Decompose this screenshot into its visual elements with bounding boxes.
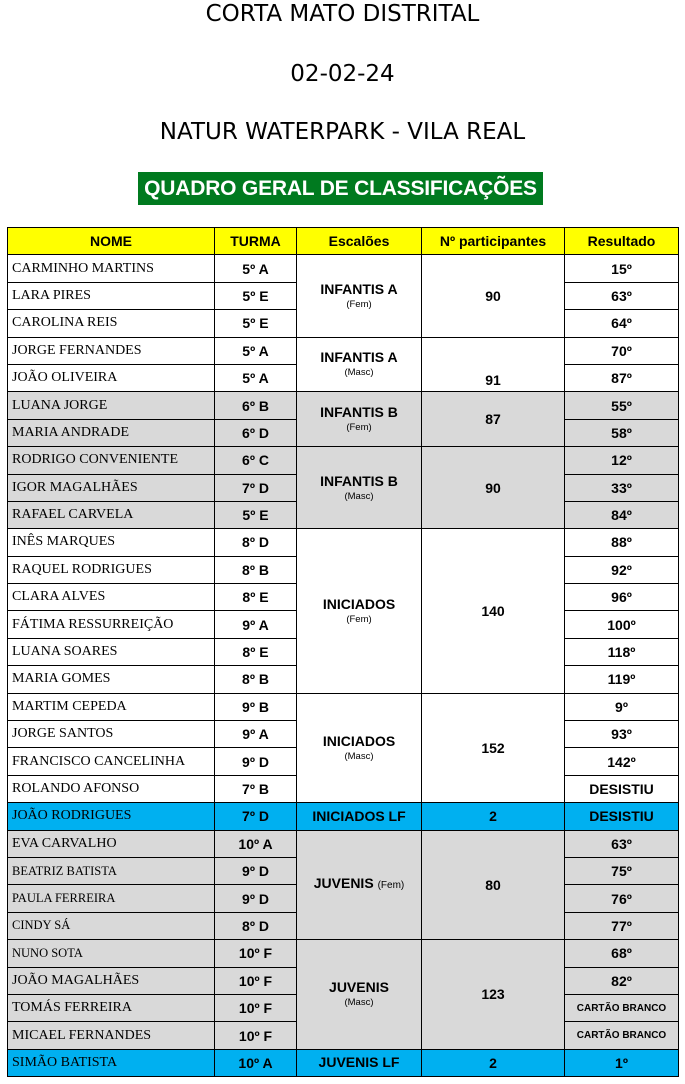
- cell-escalao: [297, 337, 422, 392]
- cell-turma: 5º A: [215, 364, 297, 391]
- cell-turma: 8º E: [215, 638, 297, 665]
- cell-participantes: 80: [422, 830, 565, 940]
- cell-turma: 8º D: [215, 912, 297, 939]
- cell-resultado: 82º: [565, 967, 679, 994]
- cell-escalao: [297, 830, 422, 940]
- cell-nome: FRANCISCO CANCELINHA: [8, 748, 215, 775]
- cell-resultado: CARTÃO BRANCO: [565, 1022, 679, 1049]
- cell-participantes: 87: [422, 392, 565, 447]
- cell-resultado: 75º: [565, 857, 679, 884]
- cell-nome: CARMINHO MARTINS: [8, 255, 215, 282]
- cell-resultado: 70º: [565, 337, 679, 364]
- cell-turma: 5º A: [215, 255, 297, 282]
- cell-nome: JORGE SANTOS: [8, 721, 215, 748]
- table-row: [8, 255, 679, 282]
- cell-resultado: 100º: [565, 611, 679, 638]
- cell-nome: JOÃO MAGALHÃES: [8, 967, 215, 994]
- classification-banner: QUADRO GERAL DE CLASSIFICAÇÕES: [138, 172, 543, 205]
- cell-resultado: 87º: [565, 364, 679, 391]
- table-row: [8, 529, 679, 556]
- cell-turma: 10º F: [215, 940, 297, 967]
- table-row: [8, 337, 679, 364]
- cell-resultado: 1º: [565, 1049, 679, 1076]
- table-row: [8, 803, 679, 830]
- cell-resultado: 92º: [565, 556, 679, 583]
- cell-turma: 6º C: [215, 447, 297, 474]
- cell-resultado: 84º: [565, 501, 679, 528]
- escalao-label: INFANTIS B: [320, 404, 398, 421]
- cell-escalao: [297, 447, 422, 529]
- escalao-label: INFANTIS A: [320, 349, 398, 366]
- cell-nome: FÁTIMA RESSURREIÇÃO: [8, 611, 215, 638]
- cell-resultado: 77º: [565, 912, 679, 939]
- cell-nome: BEATRIZ BATISTA: [8, 857, 215, 884]
- cell-turma: 6º D: [215, 419, 297, 446]
- cell-nome: JOÃO OLIVEIRA: [8, 364, 215, 391]
- cell-nome: JOÃO RODRIGUES: [8, 803, 215, 830]
- cell-escalao: [297, 529, 422, 693]
- column-header-escaloes: Escalões: [297, 228, 422, 255]
- cell-nome: NUNO SOTA: [8, 940, 215, 967]
- cell-turma: 10º F: [215, 1022, 297, 1049]
- cell-resultado: DESISTIU: [565, 803, 679, 830]
- cell-nome: INÊS MARQUES: [8, 529, 215, 556]
- cell-turma: 6º B: [215, 392, 297, 419]
- cell-participantes: 2: [422, 803, 565, 830]
- cell-nome: ROLANDO AFONSO: [8, 775, 215, 802]
- escalao-label: INICIADOS: [322, 595, 396, 612]
- escalao-label: JUVENIS LF: [318, 1054, 400, 1071]
- cell-turma: 7º B: [215, 775, 297, 802]
- cell-escalao: [297, 693, 422, 803]
- cell-turma: 7º D: [215, 474, 297, 501]
- cell-turma: 8º B: [215, 556, 297, 583]
- cell-turma: 9º A: [215, 721, 297, 748]
- cell-nome: LARA PIRES: [8, 282, 215, 309]
- cell-resultado: 55º: [565, 392, 679, 419]
- cell-turma: 5º E: [215, 310, 297, 337]
- cell-nome: RAQUEL RODRIGUES: [8, 556, 215, 583]
- cell-resultado: DESISTIU: [565, 775, 679, 802]
- cell-nome: CLARA ALVES: [8, 584, 215, 611]
- cell-escalao: [297, 392, 422, 447]
- cell-turma: 9º D: [215, 857, 297, 884]
- cell-resultado: 68º: [565, 940, 679, 967]
- cell-resultado: 64º: [565, 310, 679, 337]
- escalao-label: INICIADOS LF: [312, 807, 406, 824]
- cell-nome: CINDY SÁ: [8, 912, 215, 939]
- table-row: [8, 940, 679, 967]
- cell-escalao: [297, 940, 422, 1050]
- cell-turma: 10º A: [215, 1049, 297, 1076]
- column-header-resultado: Resultado: [565, 228, 679, 255]
- cell-nome: SIMÃO BATISTA: [8, 1049, 215, 1076]
- cell-turma: 8º D: [215, 529, 297, 556]
- cell-nome: EVA CARVALHO: [8, 830, 215, 857]
- cell-nome: MARIA ANDRADE: [8, 419, 215, 446]
- escalao-sublabel: (Fem): [377, 880, 405, 892]
- escalao-label: INICIADOS: [322, 732, 396, 749]
- cell-nome: RODRIGO CONVENIENTE: [8, 447, 215, 474]
- cell-turma: 7º D: [215, 803, 297, 830]
- cell-resultado: 63º: [565, 830, 679, 857]
- column-header-nome: NOME: [8, 228, 215, 255]
- table-row: [8, 830, 679, 857]
- cell-turma: 5º E: [215, 282, 297, 309]
- cell-turma: 9º D: [215, 748, 297, 775]
- cell-participantes: 152: [422, 693, 565, 803]
- cell-participantes: 140: [422, 529, 565, 693]
- column-header-turma: TURMA: [215, 228, 297, 255]
- cell-turma: 9º D: [215, 885, 297, 912]
- cell-resultado: 33º: [565, 474, 679, 501]
- cell-resultado: 58º: [565, 419, 679, 446]
- cell-escalao: [297, 803, 422, 830]
- cell-resultado: 142º: [565, 748, 679, 775]
- cell-nome: PAULA FERREIRA: [8, 885, 215, 912]
- cell-resultado: 9º: [565, 693, 679, 720]
- cell-turma: 5º E: [215, 501, 297, 528]
- cell-participantes: 2: [422, 1049, 565, 1076]
- cell-turma: 10º F: [215, 994, 297, 1021]
- cell-nome: MARIA GOMES: [8, 666, 215, 693]
- escalao-label: JUVENIS: [313, 875, 374, 892]
- cell-turma: 8º B: [215, 666, 297, 693]
- escalao-label: INFANTIS B: [320, 472, 398, 489]
- cell-participantes: 91: [422, 337, 565, 392]
- table-body: [8, 255, 679, 1077]
- cell-turma: 10º A: [215, 830, 297, 857]
- table-row: [8, 1049, 679, 1076]
- event-venue: NATUR WATERPARK - VILA REAL: [159, 119, 526, 145]
- cell-turma: 9º B: [215, 693, 297, 720]
- event-date: 02-02-24: [290, 61, 395, 87]
- cell-resultado: 63º: [565, 282, 679, 309]
- cell-resultado: 93º: [565, 721, 679, 748]
- event-title: CORTA MATO DISTRITAL: [205, 1, 480, 27]
- cell-resultado: 119º: [565, 666, 679, 693]
- cell-resultado: 12º: [565, 447, 679, 474]
- cell-resultado: 15º: [565, 255, 679, 282]
- cell-nome: RAFAEL CARVELA: [8, 501, 215, 528]
- table-row: [8, 392, 679, 419]
- table-row: [8, 447, 679, 474]
- table-header-row: [8, 228, 679, 255]
- escalao-sublabel: (Fem): [346, 613, 372, 625]
- cell-nome: LUANA JORGE: [8, 392, 215, 419]
- cell-participantes: 90: [422, 255, 565, 337]
- cell-nome: JORGE FERNANDES: [8, 337, 215, 364]
- cell-turma: 5º A: [215, 337, 297, 364]
- cell-turma: 8º E: [215, 584, 297, 611]
- escalao-sublabel: (Fem): [346, 422, 372, 434]
- classification-table: [7, 227, 679, 1077]
- cell-turma: 10º F: [215, 967, 297, 994]
- cell-nome: MARTIM CEPEDA: [8, 693, 215, 720]
- escalao-sublabel: (Fem): [346, 298, 372, 310]
- cell-participantes: 123: [422, 940, 565, 1050]
- column-header-participantes: Nº participantes: [422, 228, 565, 255]
- cell-resultado: 88º: [565, 529, 679, 556]
- cell-resultado: 76º: [565, 885, 679, 912]
- escalao-sublabel: (Masc): [344, 490, 374, 502]
- cell-nome: TOMÁS FERREIRA: [8, 994, 215, 1021]
- cell-turma: 9º A: [215, 611, 297, 638]
- cell-resultado: CARTÃO BRANCO: [565, 994, 679, 1021]
- escalao-sublabel: (Masc): [344, 750, 374, 762]
- table-row: [8, 693, 679, 720]
- cell-escalao: [297, 255, 422, 337]
- cell-nome: MICAEL FERNANDES: [8, 1022, 215, 1049]
- escalao-sublabel: (Masc): [344, 367, 374, 379]
- cell-nome: LUANA SOARES: [8, 638, 215, 665]
- cell-resultado: 96º: [565, 584, 679, 611]
- escalao-label: INFANTIS A: [320, 280, 398, 297]
- cell-nome: IGOR MAGALHÃES: [8, 474, 215, 501]
- cell-nome: CAROLINA REIS: [8, 310, 215, 337]
- escalao-label: JUVENIS: [329, 979, 389, 996]
- cell-escalao: [297, 1049, 422, 1076]
- cell-participantes: 90: [422, 447, 565, 529]
- escalao-sublabel: (Masc): [344, 997, 374, 1009]
- cell-resultado: 118º: [565, 638, 679, 665]
